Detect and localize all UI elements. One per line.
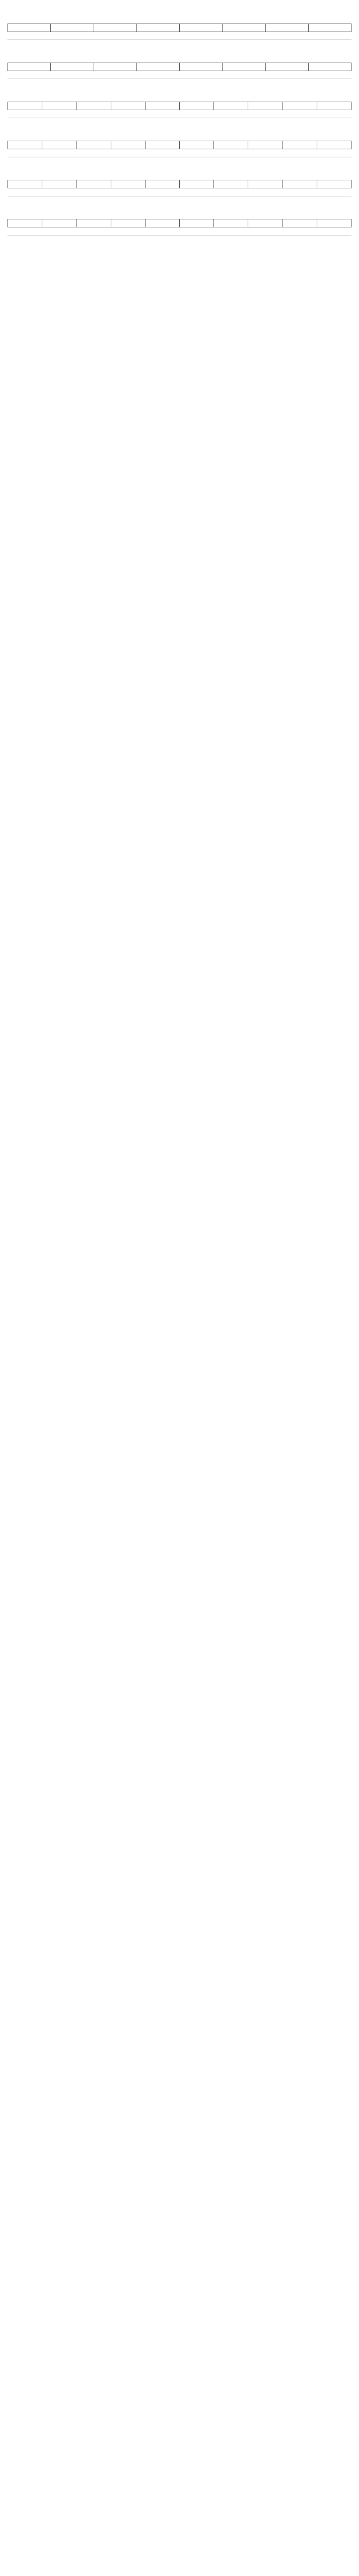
column-header xyxy=(145,180,179,188)
column-header xyxy=(179,219,213,227)
column-header xyxy=(94,24,136,32)
index-table-block xyxy=(7,167,352,196)
index-table-block xyxy=(7,50,352,79)
column-header xyxy=(42,141,77,149)
column-header xyxy=(111,141,145,149)
column-header xyxy=(111,102,145,110)
table-title xyxy=(7,206,352,215)
table-title xyxy=(7,11,352,19)
column-header xyxy=(8,24,51,32)
table-header-row xyxy=(8,24,352,32)
column-header xyxy=(214,180,248,188)
table-header-row xyxy=(8,180,352,188)
column-header xyxy=(136,63,179,71)
column-header xyxy=(8,102,42,110)
column-header xyxy=(145,219,179,227)
column-header xyxy=(136,24,179,32)
column-header xyxy=(8,219,42,227)
column-header xyxy=(223,63,265,71)
table-header-row xyxy=(8,219,352,227)
index-table xyxy=(7,63,352,71)
column-header xyxy=(308,63,351,71)
column-header xyxy=(42,180,77,188)
column-header xyxy=(94,63,136,71)
column-header xyxy=(214,141,248,149)
table-title xyxy=(7,50,352,58)
index-table-block xyxy=(7,89,352,118)
column-header xyxy=(180,24,223,32)
column-header xyxy=(77,102,111,110)
column-header xyxy=(265,63,308,71)
index-table xyxy=(7,24,352,32)
column-header xyxy=(42,102,77,110)
column-header xyxy=(248,180,282,188)
document-page xyxy=(0,0,359,250)
column-header xyxy=(179,180,213,188)
column-header xyxy=(42,219,77,227)
column-header xyxy=(111,219,145,227)
column-header xyxy=(77,180,111,188)
index-table-block xyxy=(7,206,352,235)
column-header xyxy=(248,219,282,227)
table-title xyxy=(7,167,352,175)
column-header xyxy=(77,141,111,149)
column-header xyxy=(308,24,351,32)
column-header xyxy=(248,141,282,149)
column-header xyxy=(145,141,179,149)
column-header xyxy=(111,180,145,188)
column-header xyxy=(317,141,351,149)
column-header xyxy=(51,24,94,32)
column-header xyxy=(77,219,111,227)
column-header xyxy=(179,141,213,149)
index-table xyxy=(7,141,352,149)
tables-container xyxy=(7,11,352,235)
column-header xyxy=(8,63,51,71)
column-header xyxy=(317,219,351,227)
column-header xyxy=(223,24,265,32)
table-header-row xyxy=(8,63,352,71)
column-header xyxy=(8,141,42,149)
column-header xyxy=(317,180,351,188)
column-header xyxy=(317,102,351,110)
column-header xyxy=(214,219,248,227)
column-header xyxy=(8,180,42,188)
table-title xyxy=(7,128,352,136)
table-header-row xyxy=(8,102,352,110)
column-header xyxy=(282,141,317,149)
column-header xyxy=(51,63,94,71)
column-header xyxy=(145,102,179,110)
column-header xyxy=(180,63,223,71)
index-table-block xyxy=(7,128,352,157)
column-header xyxy=(282,219,317,227)
column-header xyxy=(214,102,248,110)
index-table-block xyxy=(7,11,352,40)
column-header xyxy=(265,24,308,32)
index-table xyxy=(7,180,352,188)
index-table xyxy=(7,102,352,110)
index-table xyxy=(7,219,352,227)
column-header xyxy=(248,102,282,110)
column-header xyxy=(179,102,213,110)
table-title xyxy=(7,89,352,97)
column-header xyxy=(282,180,317,188)
table-header-row xyxy=(8,141,352,149)
column-header xyxy=(282,102,317,110)
